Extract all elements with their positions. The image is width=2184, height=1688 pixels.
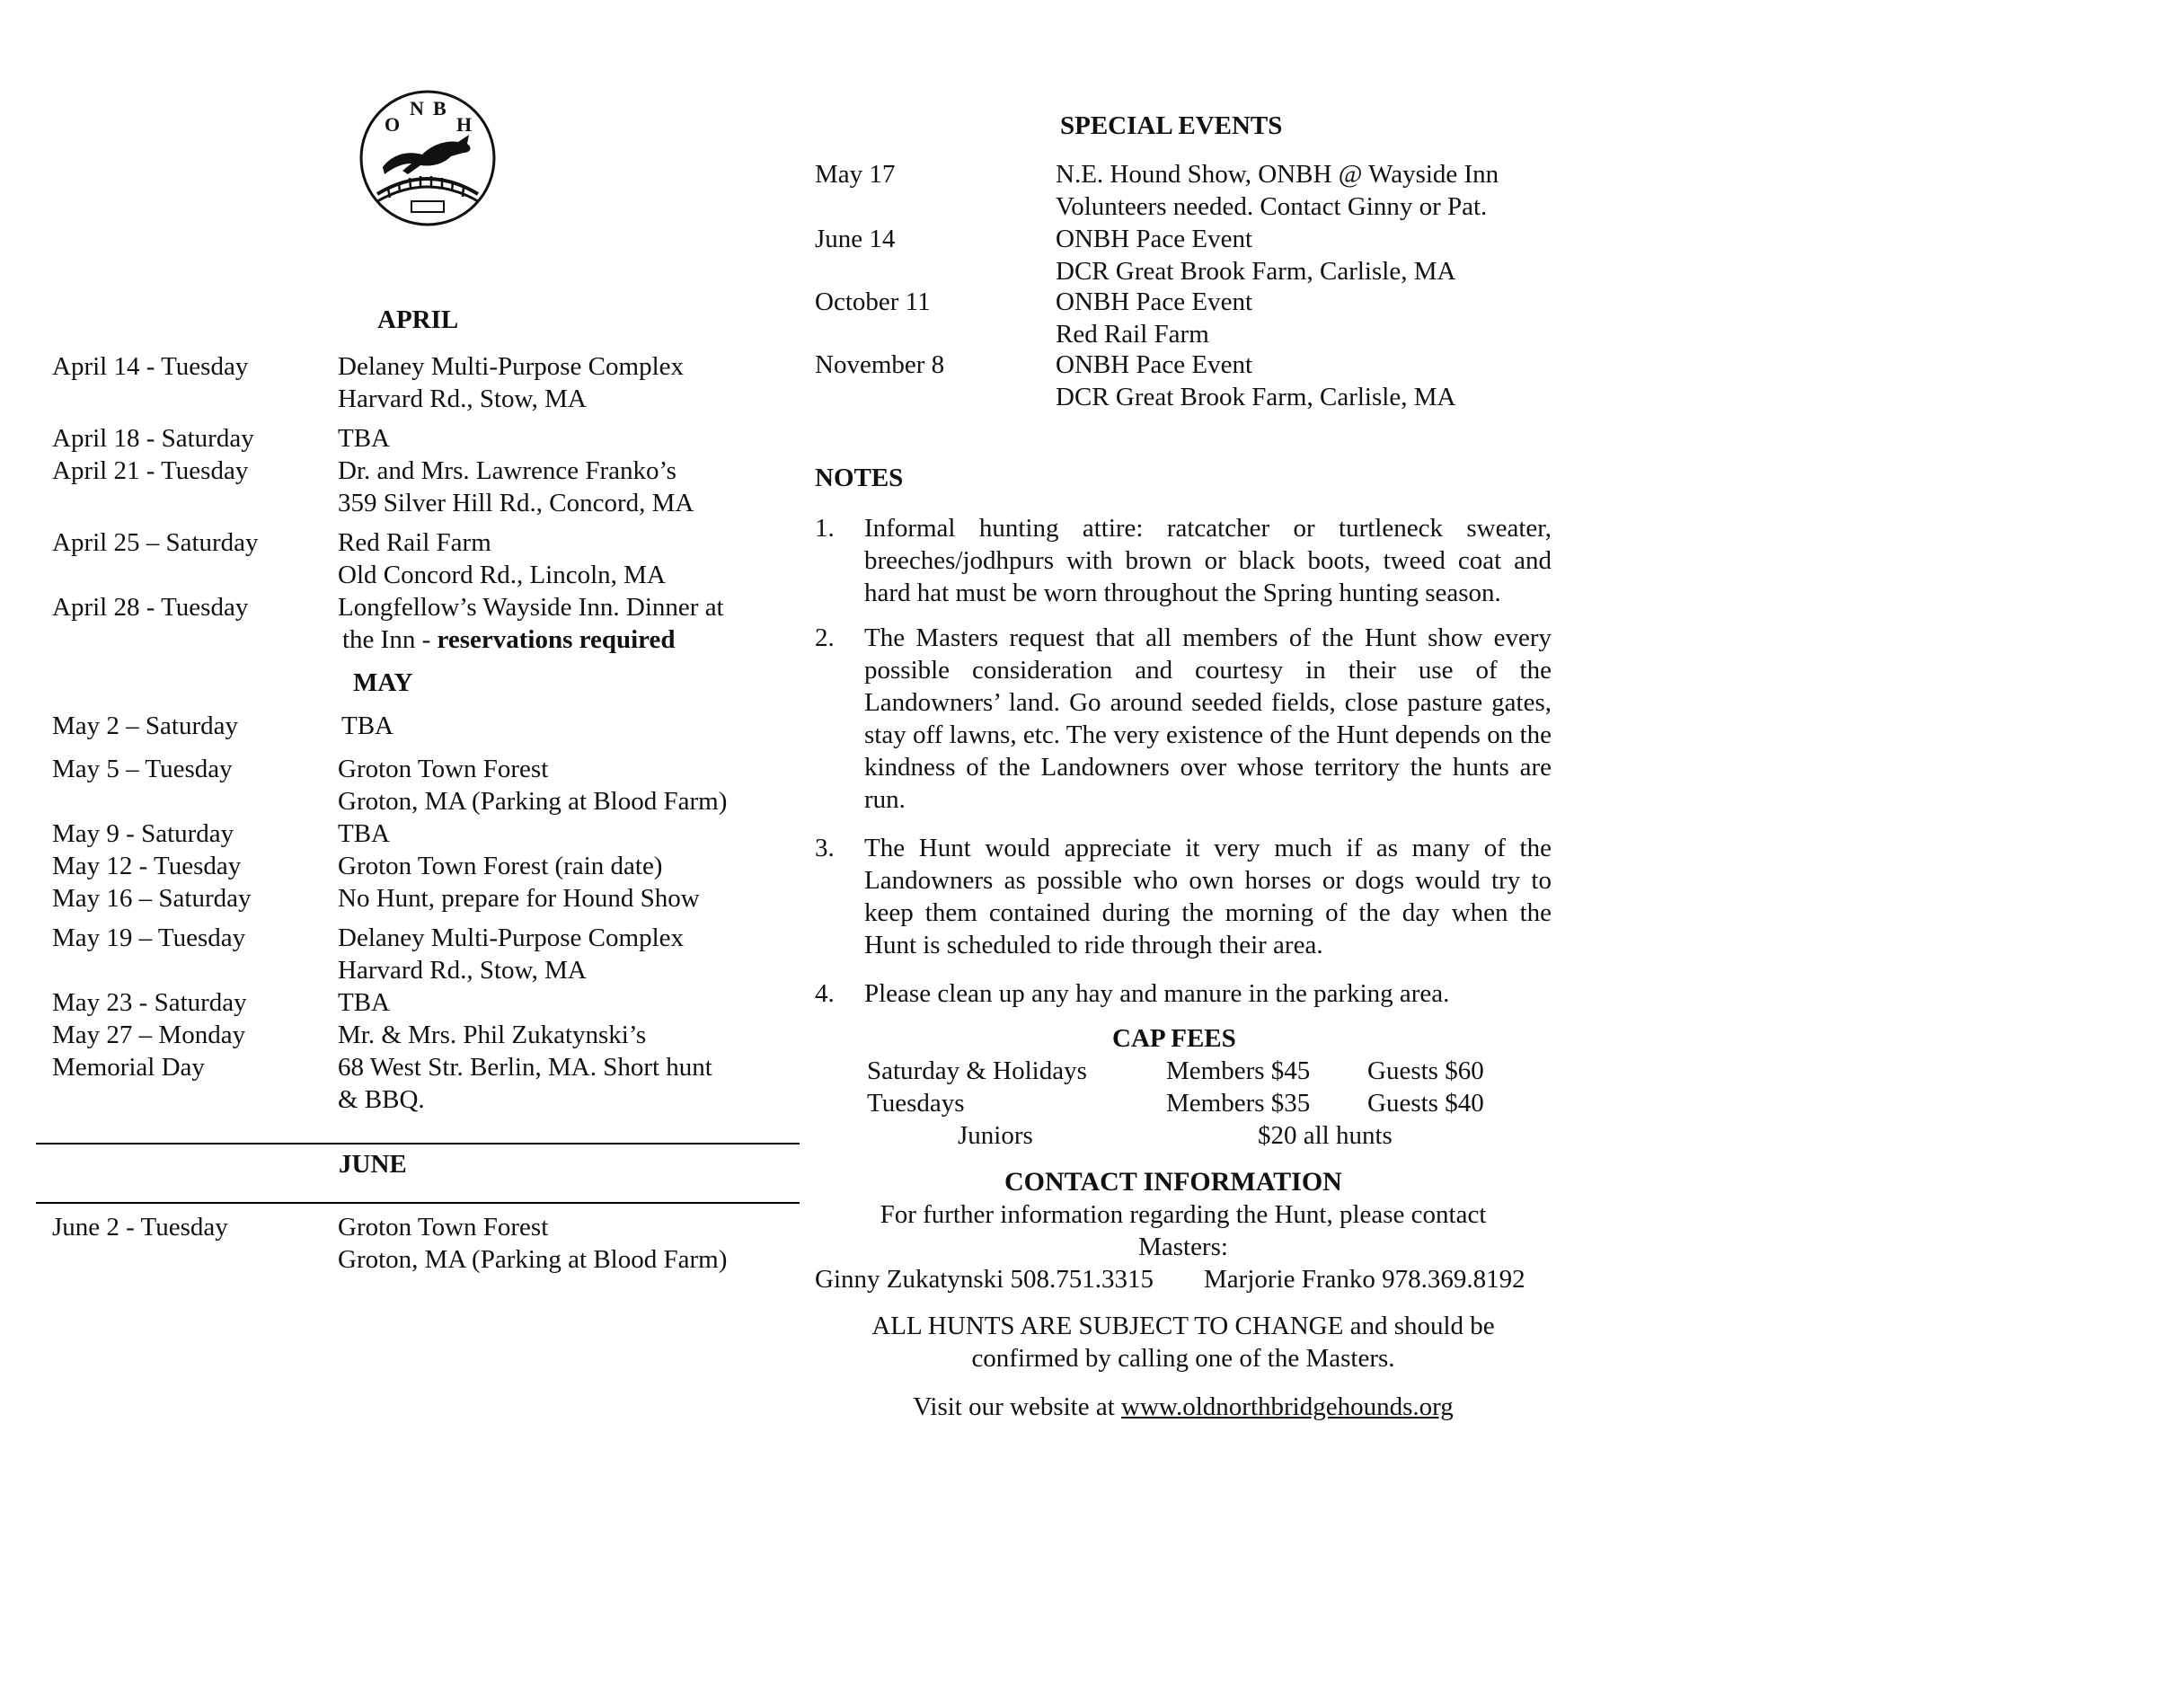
logo-letter-b: B	[433, 97, 447, 119]
may-heading: MAY	[353, 668, 413, 697]
juniors-fee: $20 all hunts	[1258, 1121, 1393, 1150]
contact-ginny: Ginny Zukatynski 508.751.3315	[815, 1265, 1154, 1294]
change-notice: ALL HUNTS ARE SUBJECT TO CHANGE and should be	[871, 1312, 1495, 1340]
contact-line: Masters:	[1138, 1233, 1228, 1261]
april-heading: APRIL	[377, 305, 459, 334]
cap-fees-heading: CAP FEES	[1112, 1024, 1236, 1053]
logo-letter-o: O	[385, 113, 401, 136]
change-notice: confirmed by calling one of the Masters.	[971, 1344, 1395, 1373]
cap-guests: Guests $40	[1367, 1089, 1484, 1118]
website-line: Visit our website at www.oldnorthbridgehounds.org	[913, 1392, 1454, 1421]
notes-heading: NOTES	[815, 464, 904, 492]
logo-letter-h: H	[456, 113, 473, 136]
contact-marjorie: Marjorie Franko 978.369.8192	[1204, 1265, 1525, 1294]
onbh-logo	[358, 88, 498, 228]
contact-line: For further information regarding the Hunt, please contact	[880, 1200, 1487, 1229]
cap-label: Saturday & Holidays	[867, 1056, 1087, 1085]
contact-heading: CONTACT INFORMATION	[1004, 1167, 1342, 1197]
hound-icon	[383, 135, 470, 174]
cap-guests: Guests $60	[1367, 1056, 1484, 1085]
cap-members: Members $35	[1166, 1089, 1311, 1118]
june-heading: JUNE	[339, 1150, 407, 1179]
juniors-label: Juniors	[958, 1121, 1033, 1150]
cap-label: Tuesdays	[867, 1089, 965, 1118]
logo-letter-n: N	[410, 97, 424, 119]
cap-members: Members $45	[1166, 1056, 1311, 1085]
divider	[36, 1202, 800, 1204]
special-events-heading: SPECIAL EVENTS	[1060, 111, 1283, 140]
divider	[36, 1143, 800, 1144]
website-link[interactable]: www.oldnorthbridgehounds.org	[1121, 1392, 1454, 1421]
